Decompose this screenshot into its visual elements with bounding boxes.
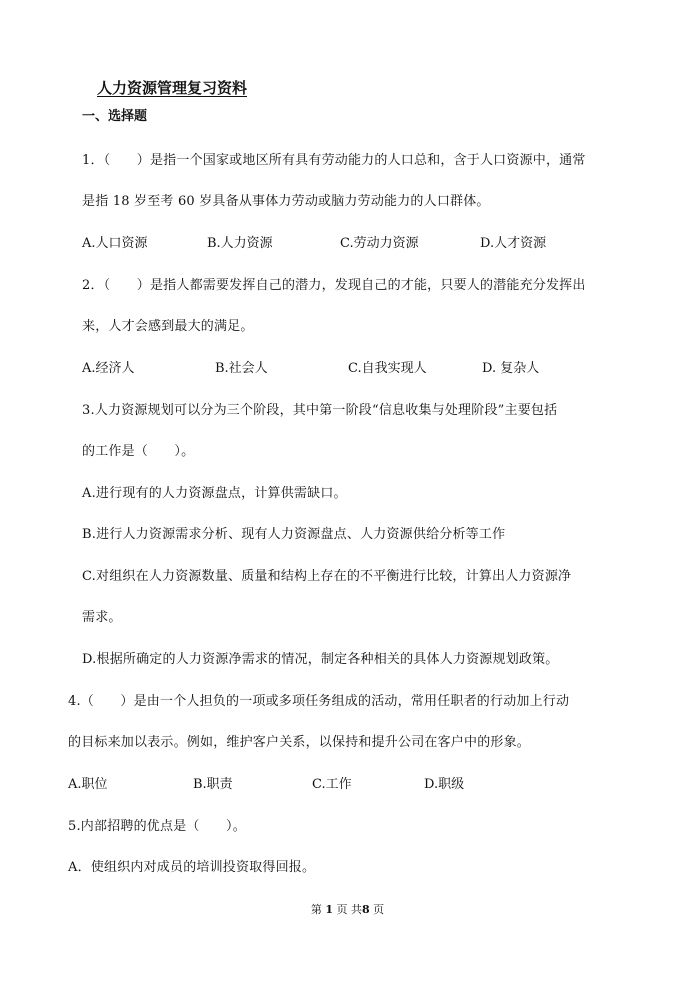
question-4-option-c: C.工作 <box>312 777 352 792</box>
footer-prefix: 第 <box>310 903 322 916</box>
question-2-option-d: D. 复杂人 <box>482 361 540 376</box>
footer-page-number: 1 <box>325 903 333 916</box>
question-5-option-a: A．使组织内对成员的培训投资取得回报。 <box>68 860 316 875</box>
question-4-option-d: D.职级 <box>424 777 465 792</box>
question-1-option-a: A.人口资源 <box>82 236 148 251</box>
footer-total-pages: 8 <box>362 903 370 916</box>
question-2-option-c: C.自我实现人 <box>348 361 427 376</box>
question-3-option-d: D.根据所确定的人力资源净需求的情况，制定各种相关的具体人力资源规划政策。 <box>82 652 559 667</box>
footer-suffix: 页 <box>373 903 385 916</box>
question-2-line-1: 2．（ ）是指人都需要发挥自己的潜力，发现自己的才能，只要人的潜能充分发挥出 <box>82 278 586 293</box>
question-3-option-a: A.进行现有的人力资源盘点，计算供需缺口。 <box>82 486 347 501</box>
question-2-option-a: A.经济人 <box>82 361 135 376</box>
question-3-option-c-line-2: 需求。 <box>82 610 122 625</box>
question-1-option-d: D.人才资源 <box>480 236 547 251</box>
question-1-line-2: 是指 18 岁至考 60 岁具备从事体力劳动或脑力劳动能力的人口群体。 <box>82 194 490 209</box>
question-3-option-b: B.进行人力资源需求分析、现有人力资源盘点、人力资源供给分析等工作 <box>82 527 506 542</box>
question-4-line-1: 4.（ ）是由一个人担负的一项或多项任务组成的活动，常用任职者的行动加上行动 <box>68 694 570 709</box>
question-4-option-b: B.职责 <box>193 777 233 792</box>
question-3-line-2: 的工作是（ ）。 <box>82 444 195 459</box>
question-5-line-1: 5.内部招聘的优点是（ ）。 <box>68 819 246 834</box>
question-4-line-2: 的目标来加以表示。例如，维护客户关系，以保持和提升公司在客户中的形象。 <box>68 735 531 750</box>
page-footer <box>0 903 695 917</box>
question-4-option-a: A.职位 <box>68 777 108 792</box>
question-1-option-c: C.劳动力资源 <box>340 236 419 251</box>
question-3-option-c-line-1: C.对组织在人力资源数量、质量和结构上存在的不平衡进行比较，计算出人力资源净 <box>82 569 572 584</box>
document-title: 人力资源管理复习资料 <box>97 79 248 97</box>
section-heading: 一、选择题 <box>82 109 148 124</box>
footer-middle: 页 共 <box>336 903 362 916</box>
question-3-line-1: 3.人力资源规划可以分为三个阶段，其中第一阶段“信息收集与处理阶段”主要包括 <box>82 403 558 418</box>
question-1-option-b: B.人力资源 <box>207 236 273 251</box>
question-1-line-1: 1．（ ）是指一个国家或地区所有具有劳动能力的人口总和，含于人口资源中，通常 <box>82 153 586 168</box>
question-2-line-2: 来，人才会感到最大的满足。 <box>82 319 254 334</box>
question-2-option-b: B.社会人 <box>215 361 268 376</box>
